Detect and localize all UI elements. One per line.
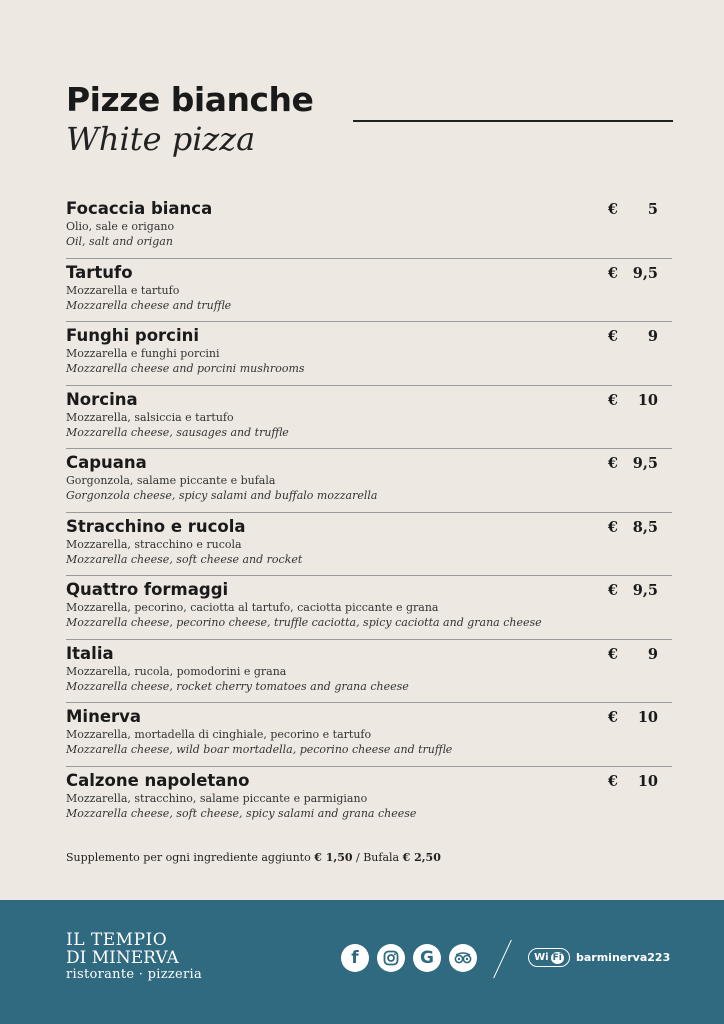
- wifi-password: barminerva223: [576, 951, 671, 964]
- menu-item: [66, 641, 672, 704]
- item-description-en: Mozzarella cheese, pecorino cheese, truffle caciotta, spicy caciotta and grana cheese: [66, 616, 542, 629]
- item-description-it: Mozzarella, mortadella di cinghiale, pecorino e tartufo: [66, 728, 372, 741]
- item-description-en: Mozzarella cheese and porcini mushrooms: [66, 362, 305, 375]
- google-icon[interactable]: G: [413, 944, 441, 972]
- item-price: [607, 201, 658, 218]
- item-description-en: Mozzarella cheese and truffle: [66, 298, 232, 312]
- item-description-it: Mozzarella, rucola, pomodorini e grana: [66, 664, 287, 678]
- item-price: [607, 645, 658, 663]
- restaurant-logo: [66, 931, 202, 982]
- item-price: [607, 582, 658, 599]
- logo-line-1: IL TEMPIO: [66, 930, 168, 950]
- price-amount: 10: [637, 391, 658, 409]
- tripadvisor-icon[interactable]: [449, 944, 477, 972]
- menu-item: [66, 577, 672, 640]
- item-description-it: Mozzarella, salsiccia e tartufo: [66, 410, 234, 424]
- item-name: Focaccia bianca: [66, 199, 213, 218]
- facebook-icon[interactable]: f: [341, 944, 369, 972]
- price-amount: 9,5: [632, 582, 658, 599]
- item-description-it: Mozzarella e tartufo: [66, 283, 180, 297]
- menu-list: [66, 196, 672, 830]
- page-subtitle: White pizza: [66, 120, 256, 158]
- currency-symbol: €: [607, 709, 618, 726]
- price-amount: 10: [637, 709, 658, 726]
- item-description-en: Mozzarella cheese, rocket cherry tomatoes and grana cheese: [66, 679, 409, 693]
- price-amount: 10: [637, 772, 658, 790]
- divider-slash: [493, 940, 512, 978]
- item-description-it: Mozzarella, pecorino, caciotta al tartufo, caciotta piccante e grana: [66, 601, 439, 614]
- page-title: Pizze bianche: [66, 80, 314, 119]
- menu-item: [66, 514, 672, 577]
- item-name: Tartufo: [66, 262, 133, 282]
- item-description-en: Mozzarella cheese, soft cheese and rocket: [66, 552, 303, 566]
- currency-symbol: €: [607, 772, 618, 790]
- instagram-icon[interactable]: [377, 944, 405, 972]
- item-price: [607, 518, 658, 536]
- currency-symbol: €: [607, 518, 618, 536]
- menu-item: [66, 323, 672, 386]
- item-description-en: Mozzarella cheese, soft cheese, spicy salami and grana cheese: [66, 806, 417, 820]
- item-description-en: Oil, salt and origan: [66, 235, 173, 248]
- menu-item: [66, 704, 672, 767]
- item-price: [607, 772, 658, 790]
- item-description-it: Olio, sale e origano: [66, 220, 175, 233]
- item-price: [607, 455, 658, 472]
- price-amount: 9,5: [632, 455, 658, 472]
- currency-symbol: €: [607, 455, 618, 472]
- item-name: Funghi porcini: [66, 326, 200, 345]
- item-name: Italia: [66, 643, 114, 663]
- menu-item: [66, 450, 672, 513]
- currency-symbol: €: [607, 264, 618, 282]
- item-description-en: Mozzarella cheese, sausages and truffle: [66, 425, 289, 439]
- currency-symbol: €: [607, 391, 618, 409]
- price-amount: 9,5: [632, 264, 658, 282]
- item-price: [607, 709, 658, 726]
- supplement-note: Supplemento per ogni ingrediente aggiunto € 1,50 / Bufala € 2,50: [66, 851, 441, 864]
- menu-item: [66, 387, 672, 450]
- currency-symbol: €: [607, 201, 618, 218]
- item-name: Stracchino e rucola: [66, 516, 246, 536]
- logo-line-3: ristorante · pizzeria: [66, 967, 203, 982]
- currency-symbol: €: [607, 582, 618, 599]
- item-price: [607, 264, 658, 282]
- item-name: Norcina: [66, 389, 138, 409]
- currency-symbol: €: [607, 328, 618, 345]
- item-name: Quattro formaggi: [66, 580, 229, 599]
- item-name: Calzone napoletano: [66, 770, 250, 790]
- footer: [0, 900, 724, 1024]
- price-amount: 8,5: [632, 518, 658, 536]
- item-description-it: Mozzarella, stracchino e rucola: [66, 537, 242, 551]
- currency-symbol: €: [607, 645, 618, 663]
- menu-item: [66, 768, 672, 831]
- logo-line-2: DI MINERVA: [66, 948, 179, 968]
- price-amount: 5: [647, 201, 658, 218]
- menu-item: [66, 196, 672, 259]
- item-description-en: Gorgonzola cheese, spicy salami and buffalo mozzarella: [66, 489, 378, 502]
- title-divider: [353, 120, 673, 122]
- item-price: [607, 328, 658, 345]
- item-description-it: Mozzarella, stracchino, salame piccante e parmigiano: [66, 791, 368, 805]
- item-name: Minerva: [66, 707, 142, 726]
- price-amount: 9: [647, 645, 658, 663]
- item-price: [607, 391, 658, 409]
- item-name: Capuana: [66, 453, 147, 472]
- item-description-it: Gorgonzola, salame piccante e bufala: [66, 474, 276, 487]
- item-description-en: Mozzarella cheese, wild boar mortadella, pecorino cheese and truffle: [66, 743, 453, 756]
- social-icons: [341, 944, 477, 972]
- item-description-it: Mozzarella e funghi porcini: [66, 347, 220, 360]
- wifi-icon: Wi Fi: [528, 948, 570, 967]
- price-amount: 9: [647, 328, 658, 345]
- menu-item: [66, 260, 672, 323]
